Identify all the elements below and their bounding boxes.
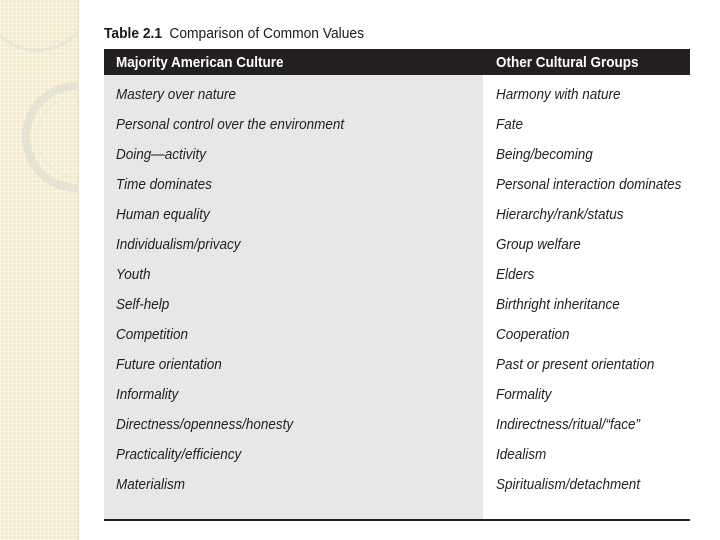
cell-other-value: Indirectness/ritual/“face” xyxy=(496,416,641,433)
table-bottom-rule xyxy=(104,519,690,521)
cell-majority-value: Future orientation xyxy=(116,356,222,373)
cell-other-value: Formality xyxy=(496,386,552,403)
cell-majority-value: Doing—activity xyxy=(116,146,207,163)
table-row xyxy=(104,236,690,266)
cell-other-value: Elders xyxy=(496,266,535,283)
table-row xyxy=(104,116,690,146)
table-row xyxy=(104,206,690,236)
table-row xyxy=(104,416,690,446)
cell-majority-value: Youth xyxy=(116,266,151,283)
header-other-cultural-groups: Other Cultural Groups xyxy=(496,54,639,71)
table-row xyxy=(104,386,690,416)
table-header xyxy=(104,49,690,75)
table-row xyxy=(104,296,690,326)
cell-majority-value: Human equality xyxy=(116,206,210,223)
cell-other-value: Fate xyxy=(496,116,524,133)
table-row xyxy=(104,326,690,356)
cell-other-value: Personal interaction dominates xyxy=(496,176,682,193)
table-row xyxy=(104,86,690,116)
cell-majority-value: Self-help xyxy=(116,296,170,313)
table-title: Comparison of Common Values xyxy=(169,25,364,42)
cell-other-value: Cooperation xyxy=(496,326,570,343)
cell-majority-value: Directness/openness/honesty xyxy=(116,416,294,433)
cell-other-value: Hierarchy/rank/status xyxy=(496,206,624,223)
cell-majority-value: Materialism xyxy=(116,476,186,493)
cell-other-value: Being/becoming xyxy=(496,146,593,163)
decorative-side-strip xyxy=(0,0,79,540)
cell-majority-value: Informality xyxy=(116,386,179,403)
cell-other-value: Idealism xyxy=(496,446,547,463)
table-row xyxy=(104,146,690,176)
cell-majority-value: Competition xyxy=(116,326,189,343)
cell-other-value: Past or present orientation xyxy=(496,356,655,373)
table-row xyxy=(104,266,690,296)
table-number: Table 2.1 xyxy=(104,25,163,42)
table-caption xyxy=(104,25,364,42)
table-row xyxy=(104,476,690,506)
header-majority-american-culture: Majority American Culture xyxy=(116,54,284,71)
cell-other-value: Harmony with nature xyxy=(496,86,621,103)
decorative-ring xyxy=(0,0,79,52)
cell-other-value: Group welfare xyxy=(496,236,581,253)
table-row xyxy=(104,356,690,386)
cell-majority-value: Time dominates xyxy=(116,176,212,193)
cell-other-value: Birthright inheritance xyxy=(496,296,620,313)
cell-other-value: Spiritualism/detachment xyxy=(496,476,641,493)
cell-majority-value: Individualism/privacy xyxy=(116,236,241,253)
cell-majority-value: Mastery over nature xyxy=(116,86,237,103)
cell-majority-value: Personal control over the environment xyxy=(116,116,345,133)
cell-majority-value: Practicality/efficiency xyxy=(116,446,242,463)
values-table xyxy=(104,49,690,521)
table-row xyxy=(104,176,690,206)
table-row xyxy=(104,446,690,476)
strip-edge xyxy=(77,0,79,540)
